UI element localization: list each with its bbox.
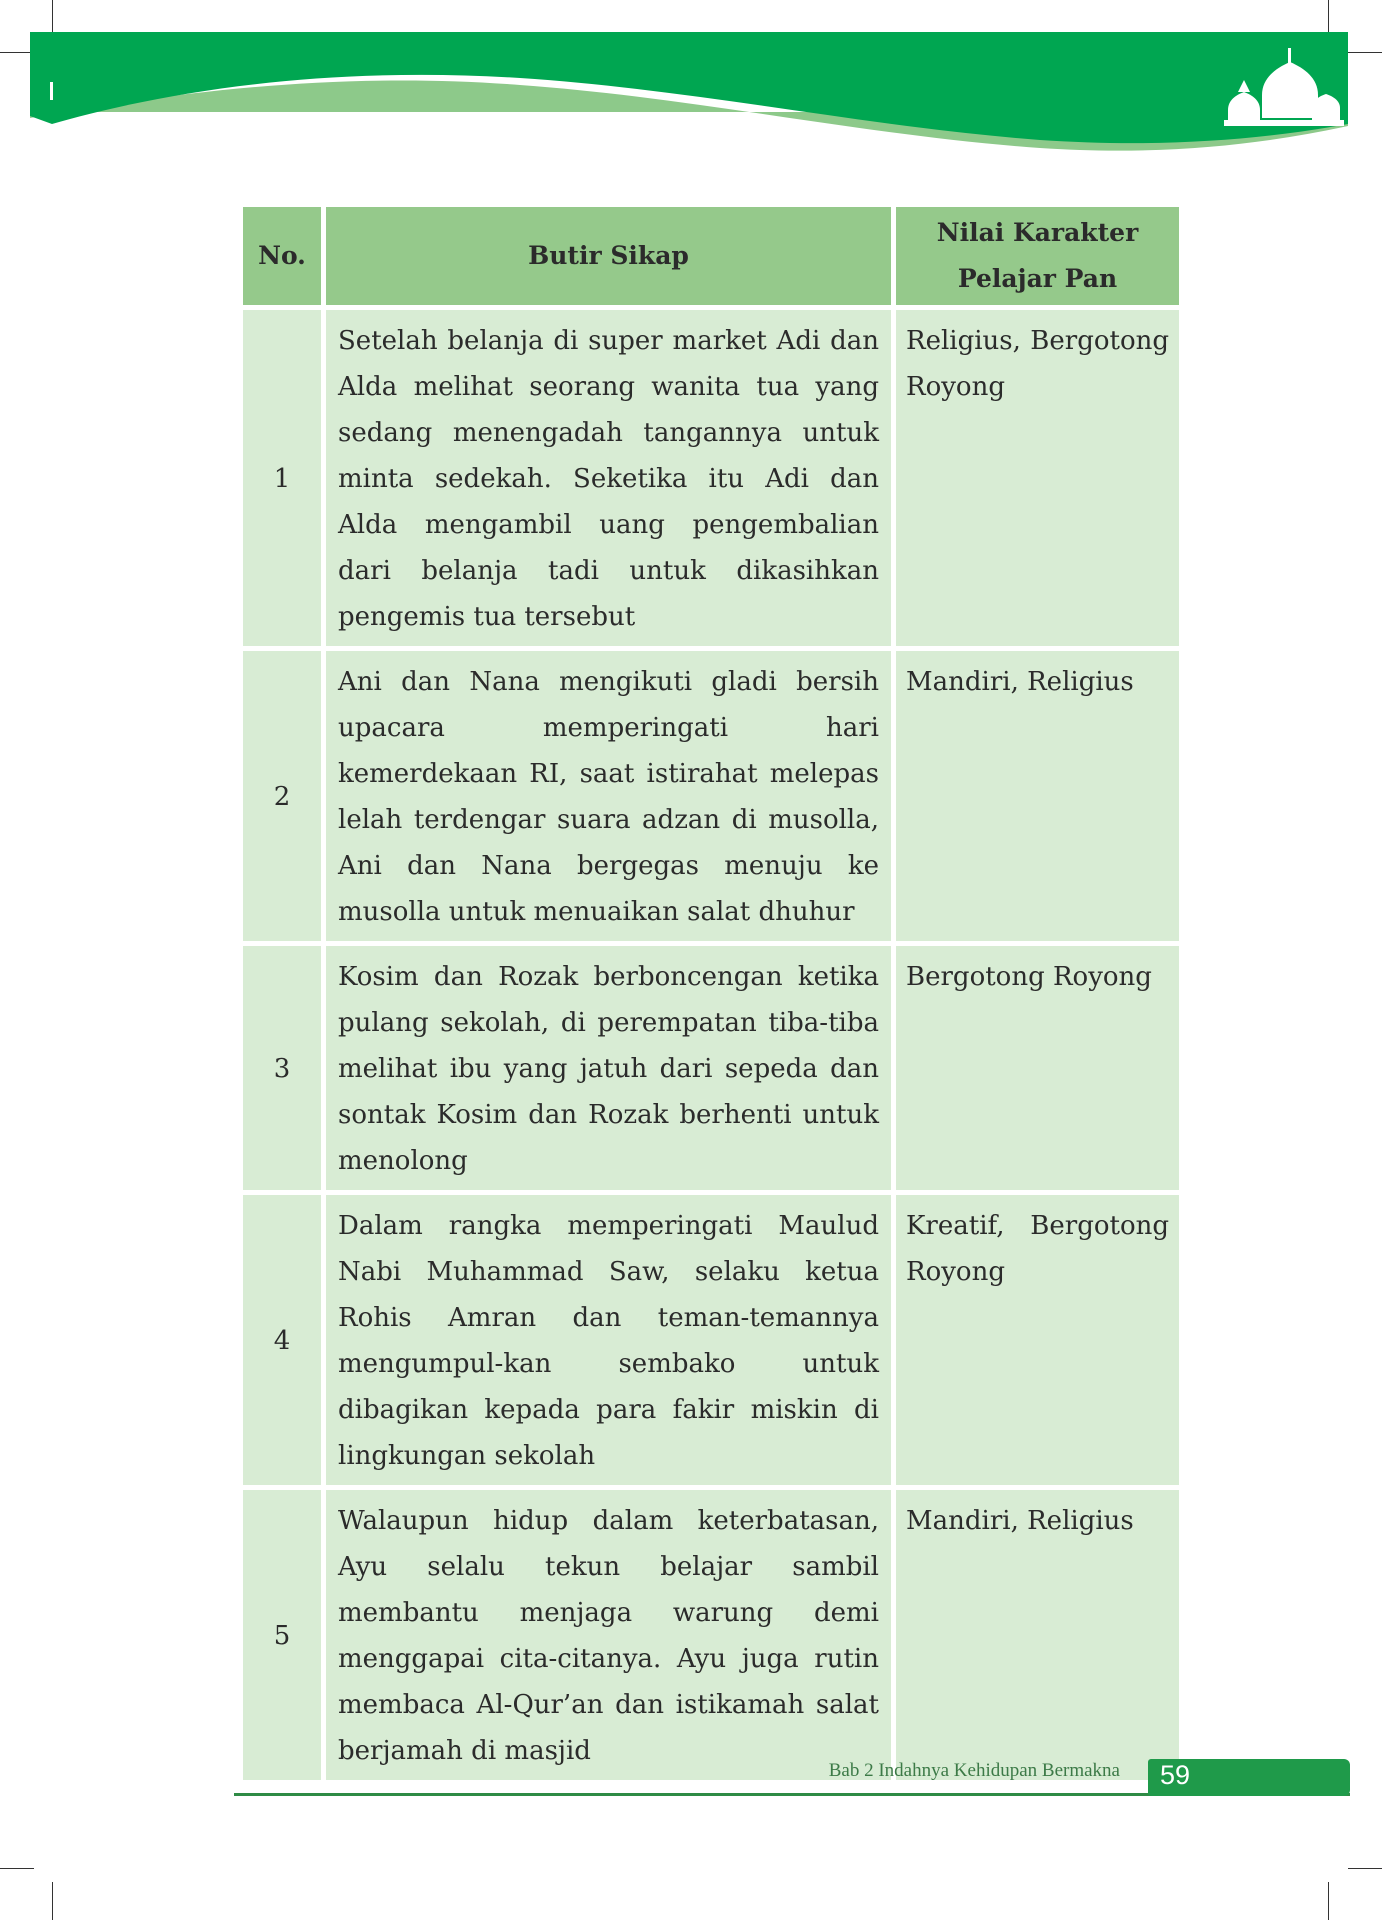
row-nilai: Mandiri, Religius (896, 1490, 1179, 1780)
row-number: 3 (243, 946, 321, 1190)
row-nilai: Kreatif, Bergotong Royong (896, 1195, 1179, 1485)
table-header-row (243, 207, 1179, 305)
table-row (243, 946, 1179, 1190)
row-number: 2 (243, 651, 321, 941)
header-no: No. (243, 207, 321, 305)
attitude-table (238, 202, 1184, 1785)
crop-mark (1328, 1882, 1329, 1920)
table-row (243, 1490, 1179, 1780)
table-row (243, 310, 1179, 646)
row-sikap: Ani dan Nana mengikuti gladi bersih upacara memperingati hari kemerdekaan RI, saat istirahat melepas lelah terdengar suara adzan di musolla, Ani dan Nana bergegas menuju ke musolla untuk menuaikan salat dhuhur (326, 651, 891, 941)
row-number: 4 (243, 1195, 321, 1485)
banner-edge-mark (50, 82, 53, 100)
row-sikap: Kosim dan Rozak berboncengan ketika pulang sekolah, di perempatan tiba-tiba melihat ibu yang jatuh dari sepeda dan sontak Kosim dan Rozak berhenti untuk menolong (326, 946, 891, 1190)
row-sikap: Walaupun hidup dalam keterbatasan, Ayu selalu tekun belajar sambil membantu menjaga warung demi menggapai cita-citanya. Ayu juga rutin membaca Al-Qur’an dan istikamah salat berjamah di masjid (326, 1490, 891, 1780)
row-sikap: Setelah belanja di super market Adi dan Alda melihat seorang wanita tua yang sedang menengadah tangannya untuk minta sedekah. Seketika itu Adi dan Alda mengambil uang pengembalian dari belanja tadi untuk dikasihkan pengemis tua tersebut (326, 310, 891, 646)
header-butir-sikap: Butir Sikap (326, 207, 891, 305)
footer-chapter-title: Bab 2 Indahnya Kehidupan Bermakna (828, 1760, 1120, 1781)
table-row (243, 651, 1179, 941)
crop-mark (0, 1868, 34, 1869)
row-number: 1 (243, 310, 321, 646)
row-nilai: Mandiri, Religius (896, 651, 1179, 941)
table-row (243, 1195, 1179, 1485)
banner-wave-main (30, 32, 1348, 143)
row-nilai: Bergotong Royong (896, 946, 1179, 1190)
crop-mark (1348, 1868, 1382, 1869)
row-number: 5 (243, 1490, 321, 1780)
row-sikap: Dalam rangka memperingati Maulud Nabi Muhammad Saw, selaku ketua Rohis Amran dan teman-temannya mengumpul-kan sembako untuk dibagikan kepada para fakir miskin di lingkungan sekolah (326, 1195, 891, 1485)
page-number: 59 (1160, 1760, 1191, 1790)
crop-mark (52, 1882, 53, 1920)
header-banner (0, 0, 1382, 170)
row-nilai: Religius, Bergotong Royong (896, 310, 1179, 646)
header-nilai-karakter: Nilai Karakter Pelajar Pan (896, 207, 1179, 305)
